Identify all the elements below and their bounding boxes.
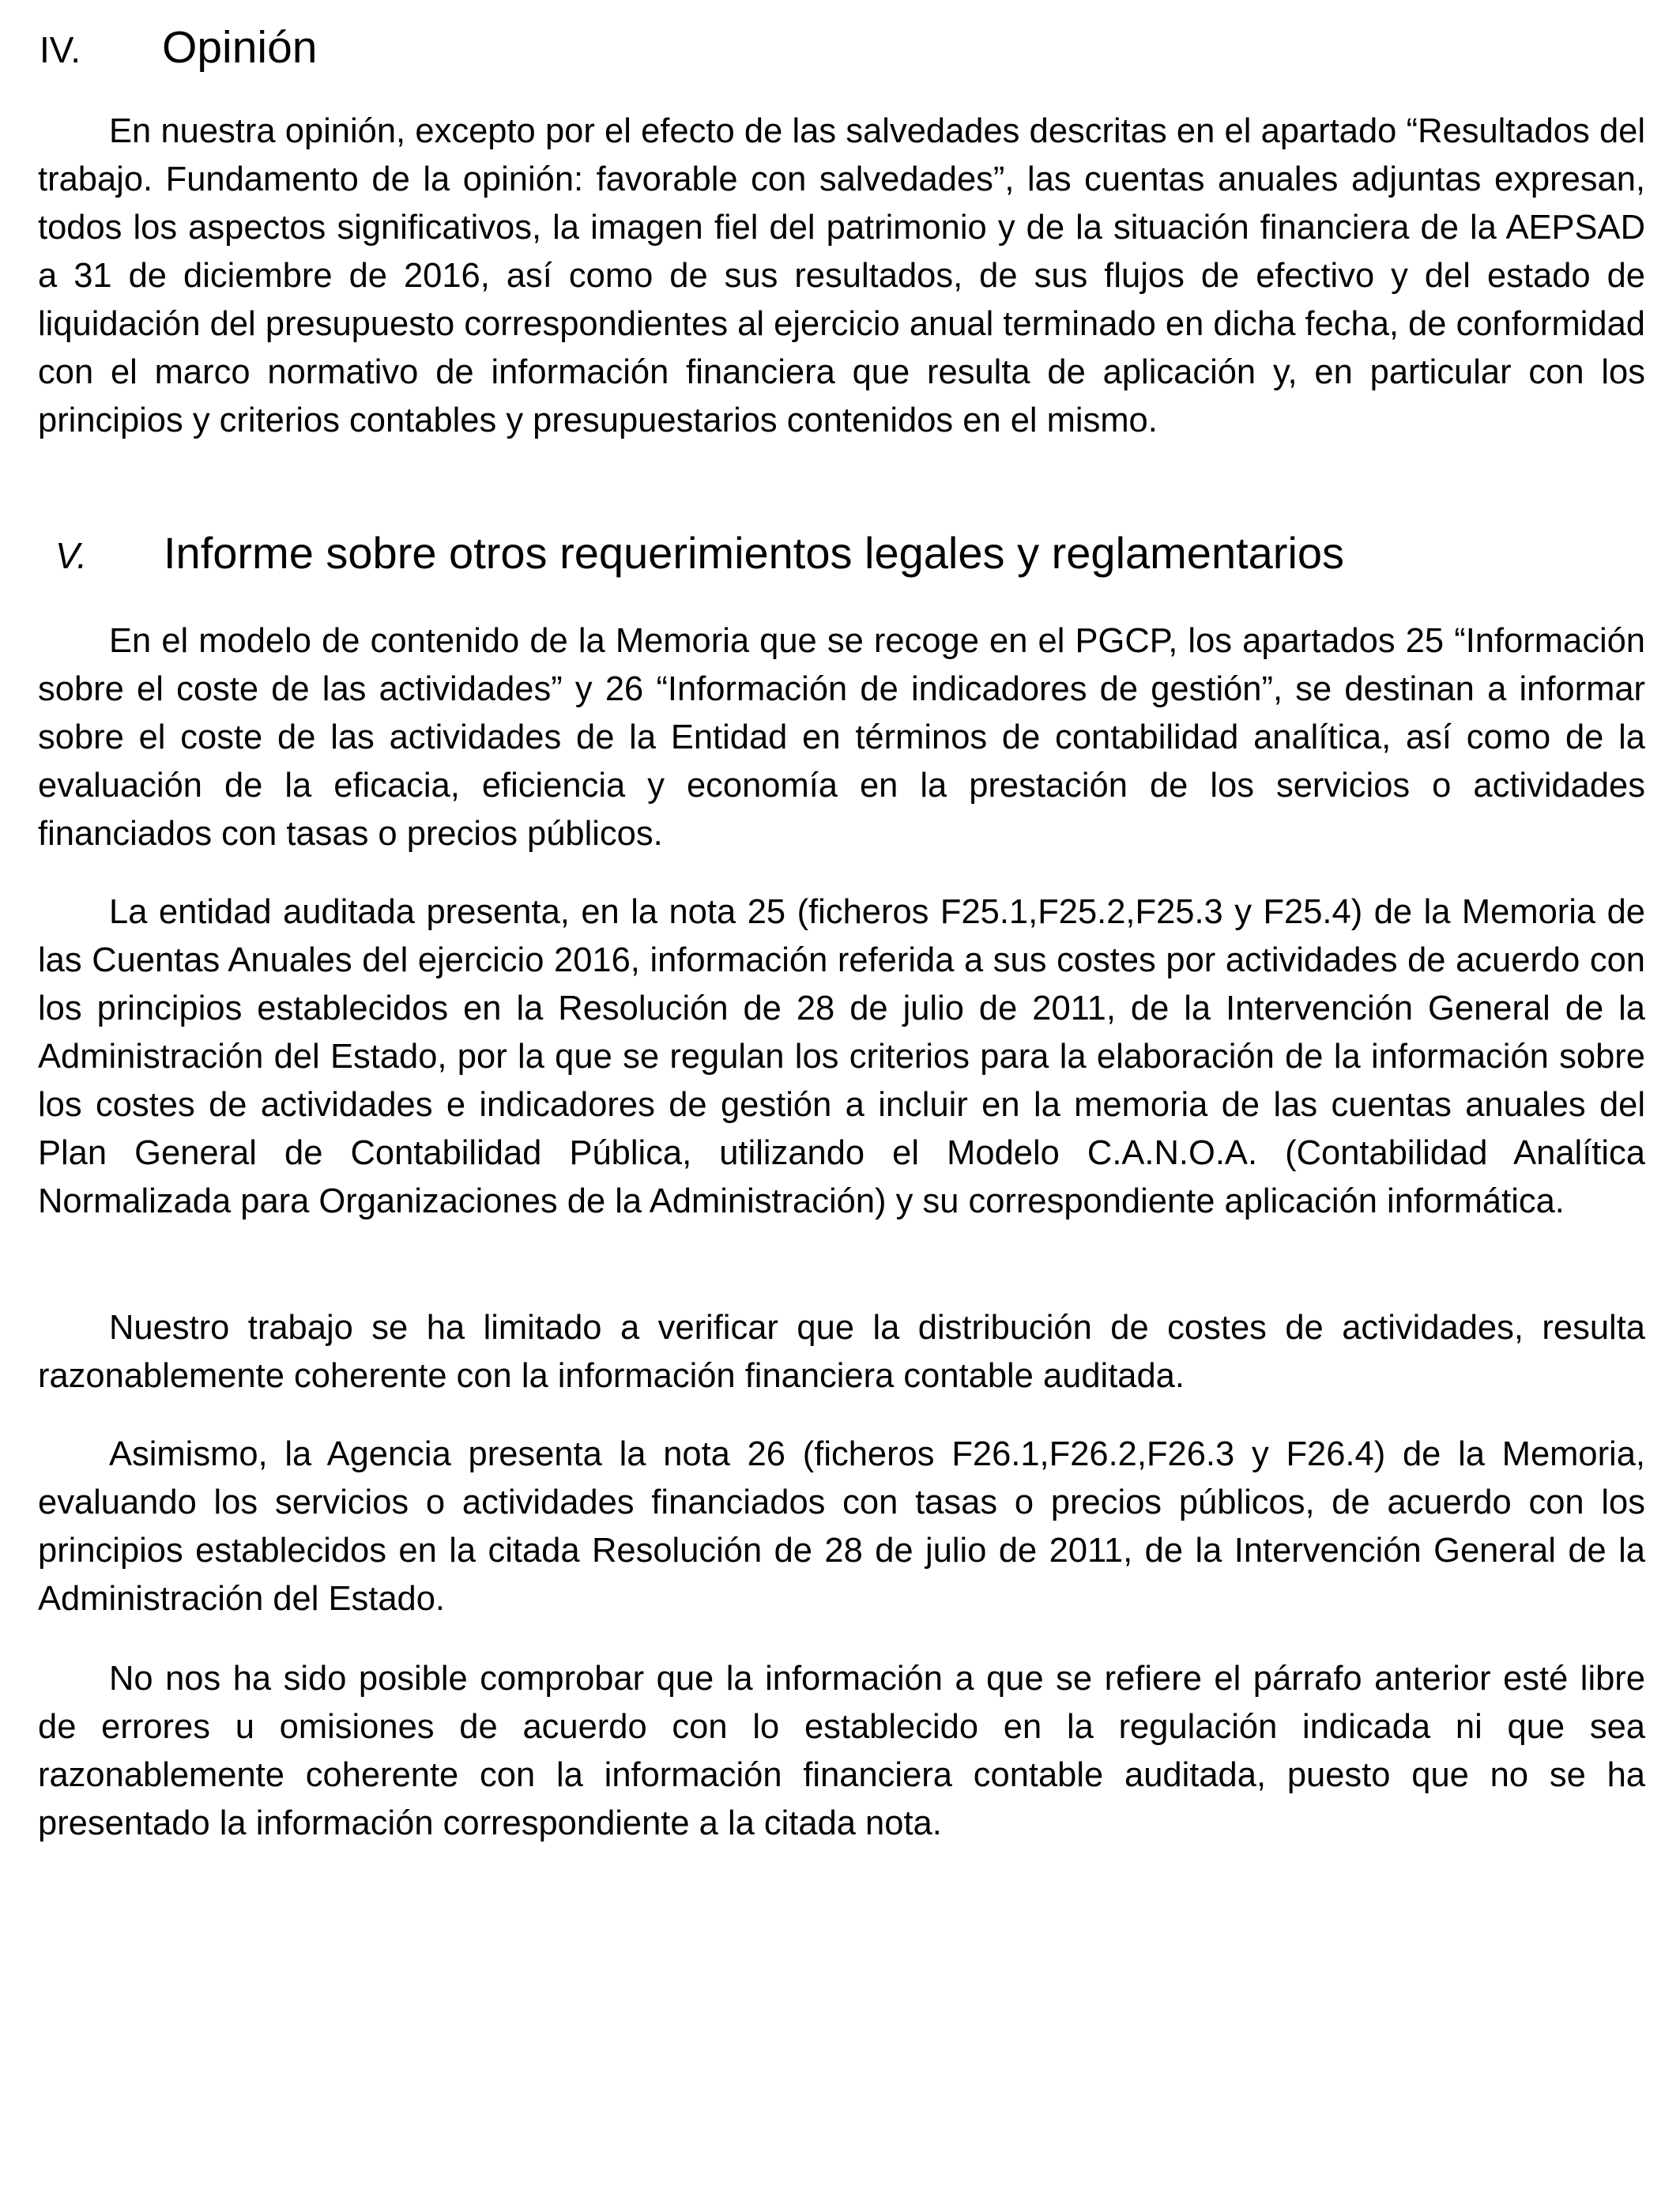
section-heading-other-requirements [40,528,1345,578]
body-paragraph: Asimismo, la Agencia presenta la nota 26 (ficheros F26.1,F26.2,F26.3 y F26.4) de la Memoria, evaluando los servicios o actividades financiados con tasas o precios públicos, de acuerdo con los principios establecidos en la citada Resolución de 28 de julio de 2011, de la Intervención General de la Administración del Estado. [38,1435,1645,1618]
section-heading-opinion [40,22,318,73]
section-number: V. [55,535,88,576]
section-title: Informe sobre otros requerimientos legales y reglamentarios [164,528,1345,578]
body-paragraph: La entidad auditada presenta, en la nota 25 (ficheros F25.1,F25.2,F25.3 y F25.4) de la Memoria de las Cuentas Anuales del ejercicio 2016, información referida a sus costes por actividades de acuerdo con los principios establecidos en la Resolución de 28 de julio de 2011, de la Intervención General de la Administración del Estado, por la que se regulan los criterios para la elaboración de la información sobre los costes de actividades e indicadores de gestión a incluir en la memoria de las cuentas anuales del Plan General de Contabilidad Pública, utilizando el Modelo C.A.N.O.A. (Contabilidad Analítica Normalizada para Organizaciones de la Administración) y su correspondiente aplicación informática. [38,893,1645,1220]
body-paragraph: Nuestro trabajo se ha limitado a verificar que la distribución de costes de actividades, resulta razonablemente coherente con la información financiera contable auditada. [38,1309,1645,1395]
body-paragraph: En el modelo de contenido de la Memoria que se recoge en el PGCP, los apartados 25 “Información sobre el coste de las actividades” y 26 “Información de indicadores de gestión”, se destinan a informar sobre el coste de las actividades de la Entidad en términos de contabilidad analítica, así como de la evaluación de la eficacia, eficiencia y economía en la prestación de los servicios o actividades financiados con tasas o precios públicos. [38,622,1645,853]
opinion-paragraph: En nuestra opinión, excepto por el efecto de las salvedades descritas en el apartado “Resultados del trabajo. Fundamento de la opinión: favorable con salvedades”, las cuentas anuales adjuntas expresan, todos los aspectos significativos, la imagen fiel del patrimonio y de la situación financiera de la AEPSAD a 31 de diciembre de 2016, así como de sus resultados, de sus flujos de efectivo y del estado de liquidación del presupuesto correspondientes al ejercicio anual terminado en dicha fecha, de conformidad con el marco normativo de información financiera que resulta de aplicación y, en particular con los principios y criterios contables y presupuestarios contenidos en el mismo. [38,112,1645,439]
section-number: IV. [40,29,81,70]
body-paragraph: No nos ha sido posible comprobar que la información a que se refiere el párrafo anterior esté libre de errores u omisiones de acuerdo con lo establecido en la regulación indicada ni que sea razonablemente coherente con la información financiera contable auditada, puesto que no se ha presentado la información correspondiente a la citada nota. [38,1660,1645,1842]
section-title: Opinión [162,22,318,73]
